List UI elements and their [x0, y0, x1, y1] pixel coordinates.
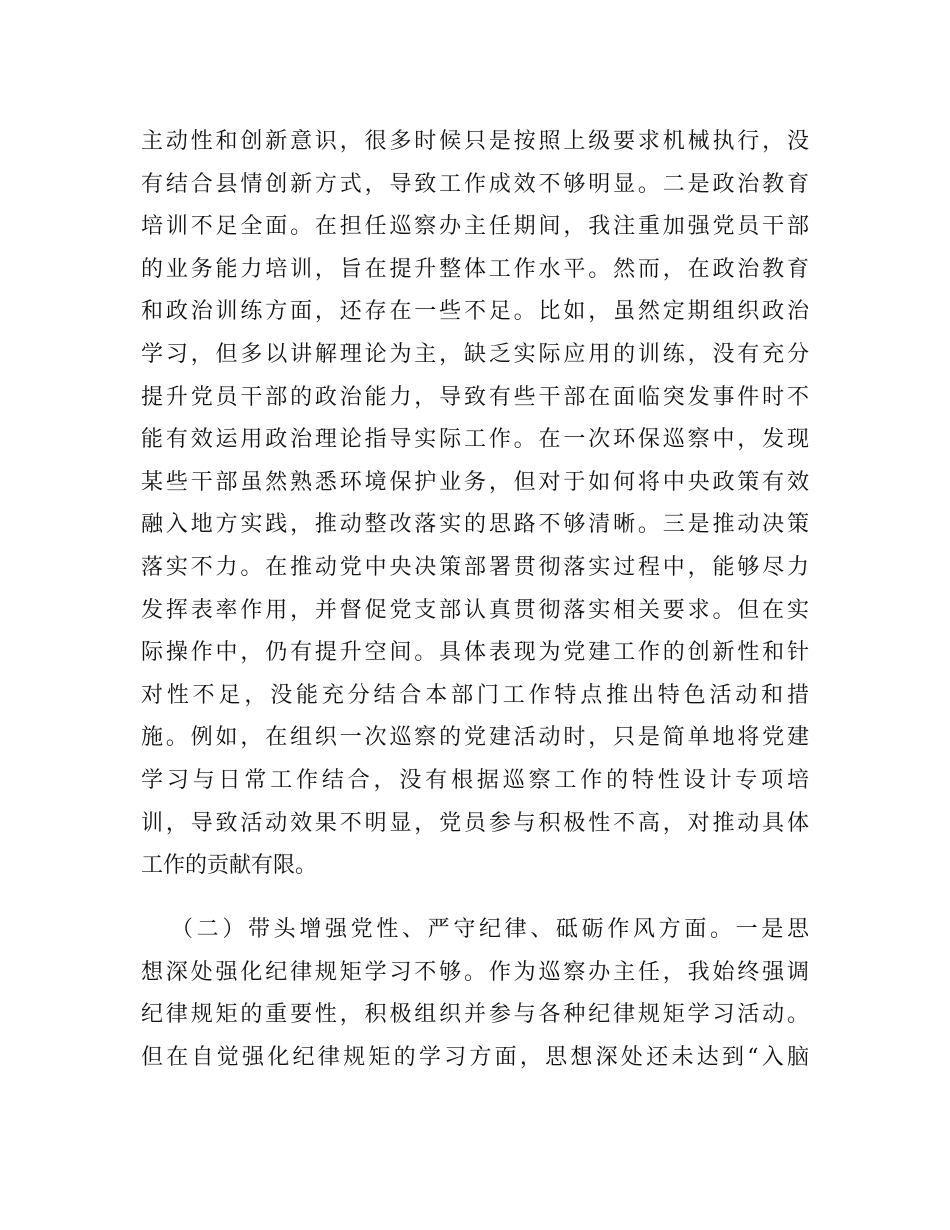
- text-line: 想深处强化纪律规矩学习不够。作为巡察办主任，我始终强调: [141, 959, 809, 985]
- text-line: 培训不足全面。在担任巡察办主任期间，我注重加强党员干部: [141, 214, 809, 240]
- text-line: 工作的贡献有限。: [141, 853, 318, 879]
- text-line: 和政治训练方面，还存在一些不足。比如，虽然定期组织政治: [141, 299, 809, 325]
- text-line: 纪律规矩的重要性，积极组织并参与各种纪律规矩学习活动。: [141, 1002, 809, 1028]
- text-line: 主动性和创新意识，很多时候只是按照上级要求机械执行，没: [141, 129, 809, 154]
- paragraph-2: [141, 909, 809, 1079]
- text-line: 的业务能力培训，旨在提升整体工作水平。然而，在政治教育: [141, 256, 809, 282]
- text-line: 对性不足，没能充分结合本部门工作特点推出特色活动和措: [141, 682, 809, 708]
- text-line: 训，导致活动效果不明显，党员参与积极性不高，对推动具体: [141, 810, 809, 836]
- text-line: 提升党员干部的政治能力，导致有些干部在面临突发事件时不: [141, 384, 809, 410]
- text-line: 落实不力。在推动党中央决策部署贯彻落实过程中，能够尽力: [141, 554, 809, 580]
- text-line: 有结合县情创新方式，导致工作成效不够明显。二是政治教育: [141, 171, 809, 197]
- paragraph-1: [141, 121, 809, 888]
- text-line: 发挥表率作用，并督促党支部认真贯彻落实相关要求。但在实: [141, 597, 809, 623]
- text-line: （二）带头增强党性、严守纪律、砥砺作风方面。一是思: [171, 917, 809, 942]
- text-line: 能有效运用政治理论指导实际工作。在一次环保巡察中，发现: [141, 427, 809, 453]
- text-line: 融入地方实践，推动整改落实的思路不够清晰。三是推动决策: [141, 512, 809, 538]
- text-line: 学习，但多以讲解理论为主，缺乏实际应用的训练，没有充分: [141, 341, 809, 367]
- text-line: 际操作中，仍有提升空间。具体表现为党建工作的创新性和针: [141, 640, 809, 666]
- text-line: 学习与日常工作结合，没有根据巡察工作的特性设计专项培: [141, 767, 809, 793]
- text-line: 某些干部虽然熟悉环境保护业务，但对于如何将中央政策有效: [141, 469, 809, 495]
- text-line: 施。例如，在组织一次巡察的党建活动时，只是简单地将党建: [141, 725, 809, 751]
- text-line: 但在自觉强化纪律规矩的学习方面，思想深处还未达到“入脑: [141, 1044, 809, 1070]
